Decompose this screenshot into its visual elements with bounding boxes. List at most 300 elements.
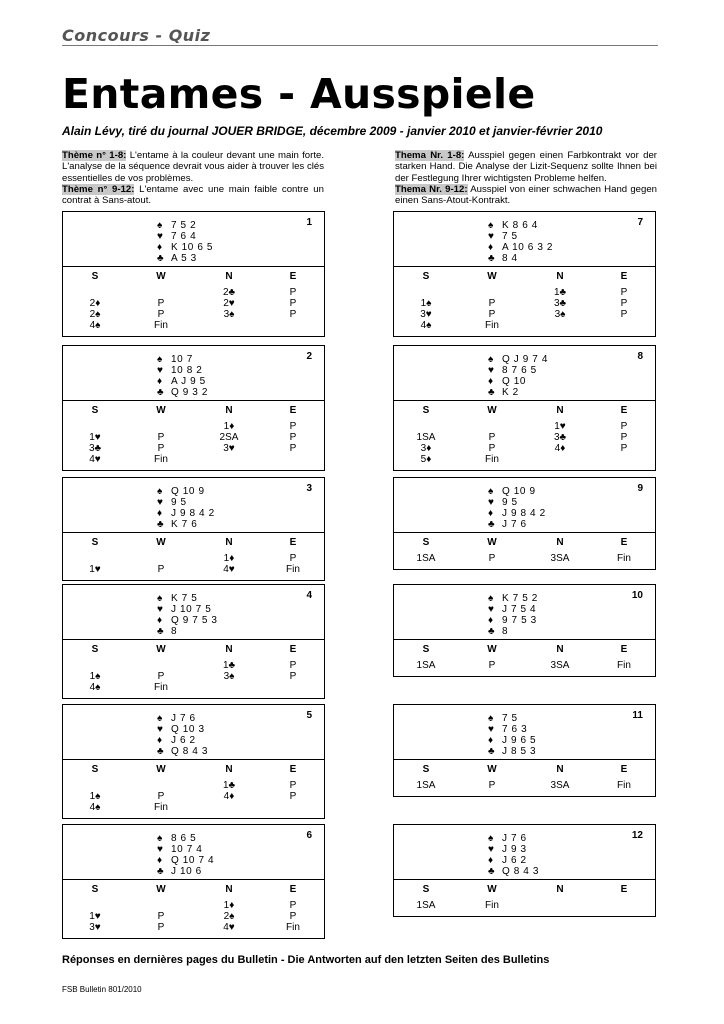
bid: 1SA (416, 780, 436, 791)
heart-icon: ♥ (157, 497, 163, 508)
seat-header: W (156, 764, 166, 775)
deal-number: 5 (306, 710, 312, 721)
heart-icon: ♥ (157, 365, 163, 376)
bid: 1♥ (89, 564, 101, 575)
bid: Fin (617, 780, 631, 791)
hand-diagram (394, 705, 655, 760)
bid: 1♦ (223, 553, 235, 564)
seat-header: N (556, 764, 564, 775)
bid: P (620, 287, 628, 298)
diamond-holding (488, 376, 526, 387)
diamond-icon: ♦ (157, 376, 163, 387)
cards: J 10 6 (171, 866, 202, 877)
seat-header: N (225, 764, 233, 775)
cards: Q J 9 7 4 (502, 354, 548, 365)
spade-icon: ♠ (157, 220, 163, 231)
bid: 3♣ (553, 432, 567, 443)
spade-holding (157, 354, 193, 365)
deal-number: 2 (306, 351, 312, 362)
heart-holding (157, 844, 202, 855)
club-holding (157, 387, 208, 398)
hand-diagram (63, 705, 324, 760)
heart-icon: ♥ (488, 724, 494, 735)
heart-holding (157, 604, 211, 615)
seat-header: E (620, 271, 628, 282)
cards: J 7 6 (171, 713, 196, 724)
cards: J 6 2 (502, 855, 527, 866)
bid: P (620, 298, 628, 309)
cards: Q 8 4 3 (171, 746, 208, 757)
bid: P (157, 564, 165, 575)
diamond-icon: ♦ (488, 508, 494, 519)
club-icon: ♣ (488, 866, 495, 877)
bid: P (289, 432, 297, 443)
seat-header: S (91, 405, 99, 416)
seat-header: E (289, 764, 297, 775)
bid: P (488, 298, 496, 309)
club-holding (157, 626, 177, 637)
seat-header: E (620, 644, 628, 655)
heart-holding (488, 231, 518, 242)
deal-number: 4 (306, 590, 312, 601)
deal-9 (393, 477, 656, 570)
club-holding (157, 866, 202, 877)
cards: 10 8 2 (171, 365, 203, 376)
section-header: Concours - Quiz (62, 26, 211, 45)
deal-number: 9 (637, 483, 643, 494)
heart-icon: ♥ (157, 231, 163, 242)
seat-header: E (289, 405, 297, 416)
theme-text: Ausspiel von einer schwachen Hand gegen einen Sans-Atout-Kontrakt. (395, 183, 658, 207)
cards: 9 5 (171, 497, 187, 508)
diamond-icon: ♦ (488, 376, 494, 387)
bid: Fin (286, 922, 300, 933)
cards: K 2 (502, 387, 519, 398)
bid: P (488, 443, 496, 454)
club-holding (488, 387, 519, 398)
bid: P (289, 553, 297, 564)
cards: 7 5 2 (171, 220, 197, 231)
cards: J 8 5 3 (502, 746, 537, 757)
seat-header: W (156, 405, 166, 416)
bid: P (488, 309, 496, 320)
club-holding (157, 519, 197, 530)
intro-german (395, 150, 657, 206)
bid: 1♥ (554, 421, 566, 432)
bid: 1♠ (89, 671, 101, 682)
diamond-holding (488, 735, 536, 746)
bid: 1SA (416, 553, 436, 564)
bid: P (157, 922, 165, 933)
page-subtitle: Alain Lévy, tiré du journal JOUER BRIDGE, décembre 2009 - janvier 2010 et janvier-février 2010 (62, 124, 603, 138)
bid: P (620, 432, 628, 443)
bid: 4♥ (89, 454, 101, 465)
theme-text: Ausspiel gegen einen Farbkontrakt vor der starken Hand. Die Analyse der Lizit-Sequenz sollte Ihnen bei der Festlegung Ihrer wichtigsten Probleme helfen. (395, 150, 657, 184)
cards: Q 10 7 4 (171, 855, 215, 866)
cards: J 7 6 (502, 833, 527, 844)
bid: 1♥ (89, 432, 101, 443)
seat-header: N (225, 644, 233, 655)
deal-8 (393, 345, 656, 471)
diamond-holding (157, 615, 218, 626)
club-icon: ♣ (488, 626, 495, 637)
seat-header: E (289, 884, 297, 895)
seat-header: E (620, 884, 628, 895)
bid: 4♠ (89, 682, 101, 693)
bid: Fin (617, 660, 631, 671)
heart-icon: ♥ (157, 724, 163, 735)
club-holding (488, 746, 536, 757)
bid: P (620, 421, 628, 432)
club-holding (488, 519, 527, 530)
bid: 3SA (550, 553, 570, 564)
club-icon: ♣ (157, 866, 164, 877)
bid: 1♣ (222, 780, 236, 791)
bid: 2♠ (223, 911, 235, 922)
bid: P (488, 553, 496, 564)
bid: 3♠ (554, 309, 566, 320)
bid: P (157, 911, 165, 922)
seat-header: W (156, 537, 166, 548)
club-icon: ♣ (488, 746, 495, 757)
page-title: Entames - Ausspiele (62, 70, 536, 118)
cards: A 5 3 (171, 253, 197, 264)
seat-header: W (487, 537, 497, 548)
deal-10 (393, 584, 656, 677)
bid: 4♠ (89, 802, 101, 813)
hand-diagram (63, 212, 324, 267)
bid: Fin (485, 454, 499, 465)
heart-icon: ♥ (157, 604, 163, 615)
spade-holding (157, 486, 205, 497)
bid: 3♠ (223, 309, 235, 320)
bid: 3♥ (223, 443, 235, 454)
deal-number: 11 (632, 710, 643, 721)
spade-holding (157, 713, 196, 724)
bid: P (157, 671, 165, 682)
cards: J 9 8 4 2 (171, 508, 215, 519)
seat-header: E (620, 764, 628, 775)
deal-11 (393, 704, 656, 797)
deal-number: 12 (631, 830, 643, 841)
deal-number: 6 (306, 830, 312, 841)
cards: Q 10 3 (171, 724, 205, 735)
seat-header: E (620, 405, 628, 416)
bid: P (289, 298, 297, 309)
club-holding (488, 626, 508, 637)
cards: Q 9 7 5 3 (171, 615, 218, 626)
bid: 4♦ (554, 443, 566, 454)
seat-header: S (422, 884, 430, 895)
cards: J 6 2 (171, 735, 196, 746)
heart-holding (157, 365, 202, 376)
diamond-icon: ♦ (488, 615, 494, 626)
diamond-holding (488, 615, 537, 626)
heart-holding (488, 844, 527, 855)
spade-icon: ♠ (157, 486, 163, 497)
bid: Fin (154, 454, 168, 465)
club-icon: ♣ (157, 519, 164, 530)
cards: A J 9 5 (171, 376, 206, 387)
theme-label: Thema Nr. 9-12: (395, 183, 468, 195)
bid: 2♦ (89, 298, 101, 309)
seat-header: N (225, 271, 233, 282)
seat-header: N (556, 537, 564, 548)
heart-icon: ♥ (157, 844, 163, 855)
club-icon: ♣ (157, 387, 164, 398)
hand-diagram (63, 825, 324, 880)
spade-icon: ♠ (488, 486, 494, 497)
bid: 4♠ (420, 320, 432, 331)
heart-icon: ♥ (488, 231, 494, 242)
seat-header: S (422, 271, 430, 282)
bid: 1♦ (223, 421, 235, 432)
bid: 3♣ (88, 443, 102, 454)
diamond-icon: ♦ (157, 615, 163, 626)
cards: 7 6 3 (502, 724, 528, 735)
bid: P (289, 911, 297, 922)
cards: 9 5 (502, 497, 518, 508)
theme-label: Thème n° 1-8: (62, 150, 127, 161)
seat-header: W (487, 644, 497, 655)
seat-header: W (487, 405, 497, 416)
diamond-holding (488, 508, 546, 519)
seat-header: S (91, 271, 99, 282)
bid: Fin (286, 564, 300, 575)
heart-icon: ♥ (488, 604, 494, 615)
bid: P (289, 443, 297, 454)
bid: P (289, 660, 297, 671)
seat-header: E (289, 271, 297, 282)
seat-header: N (556, 884, 564, 895)
cards: J 9 8 4 2 (502, 508, 546, 519)
cards: J 7 5 4 (502, 604, 537, 615)
bid: P (289, 671, 297, 682)
seat-header: W (487, 764, 497, 775)
cards: 8 4 (502, 253, 518, 264)
bid: P (289, 309, 297, 320)
club-icon: ♣ (157, 626, 164, 637)
bid: 3SA (550, 660, 570, 671)
cards: Q 10 (502, 376, 527, 387)
bid: P (289, 287, 297, 298)
deal-12 (393, 824, 656, 917)
bid: 3♠ (223, 671, 235, 682)
theme-text: L'entame à la couleur devant une main forte. L'analyse de la séquence devrait vous aider à trouver les clés essentielles de vos problèmes. (62, 150, 325, 184)
theme-label: Thema Nr. 1-8: (395, 150, 465, 161)
diamond-holding (157, 376, 206, 387)
hand-diagram (394, 585, 655, 640)
bid: 2♣ (222, 287, 236, 298)
bid: 3♥ (89, 922, 101, 933)
cards: 10 7 (171, 354, 193, 365)
cards: Q 10 9 (502, 486, 536, 497)
diamond-icon: ♦ (157, 508, 163, 519)
diamond-holding (488, 855, 527, 866)
spade-icon: ♠ (157, 593, 163, 604)
cards: K 8 6 4 (502, 220, 538, 231)
bid: P (620, 309, 628, 320)
deal-3 (62, 477, 325, 581)
bid: P (289, 900, 297, 911)
bid: 1SA (416, 900, 436, 911)
intro-french (62, 150, 324, 206)
deal-6 (62, 824, 325, 939)
bid: P (488, 780, 496, 791)
spade-icon: ♠ (157, 713, 163, 724)
bid: Fin (154, 320, 168, 331)
heart-holding (488, 497, 518, 508)
bid: 4♥ (223, 922, 235, 933)
spade-icon: ♠ (157, 833, 163, 844)
heart-icon: ♥ (488, 844, 494, 855)
seat-header: N (225, 537, 233, 548)
bid: 3SA (550, 780, 570, 791)
bid: 1♦ (223, 900, 235, 911)
hand-diagram (394, 346, 655, 401)
spade-holding (488, 833, 527, 844)
deal-number: 10 (631, 590, 643, 601)
seat-header: W (156, 884, 166, 895)
club-holding (157, 253, 197, 264)
heart-holding (157, 724, 205, 735)
diamond-icon: ♦ (488, 735, 494, 746)
club-holding (157, 746, 208, 757)
bid: P (289, 780, 297, 791)
heart-holding (157, 231, 196, 242)
seat-header: N (556, 644, 564, 655)
spade-icon: ♠ (488, 220, 494, 231)
cards: 7 5 (502, 713, 518, 724)
diamond-holding (157, 735, 196, 746)
cards: 7 6 4 (171, 231, 197, 242)
cards: A 10 6 3 2 (502, 242, 554, 253)
seat-header: S (422, 537, 430, 548)
diamond-icon: ♦ (157, 242, 163, 253)
deal-5 (62, 704, 325, 819)
bid: 4♦ (223, 791, 235, 802)
cards: J 7 6 (502, 519, 527, 530)
cards: 8 (171, 626, 178, 637)
seat-header: S (422, 405, 430, 416)
seat-header: N (556, 271, 564, 282)
deal-number: 7 (637, 217, 643, 228)
spade-holding (488, 593, 538, 604)
spade-holding (488, 354, 548, 365)
bid: 2♠ (89, 309, 101, 320)
hand-diagram (394, 478, 655, 533)
spade-holding (488, 220, 538, 231)
seat-header: S (91, 644, 99, 655)
cards: J 10 7 5 (171, 604, 212, 615)
spade-holding (157, 220, 196, 231)
diamond-icon: ♦ (157, 855, 163, 866)
bid: 5♦ (420, 454, 432, 465)
diamond-holding (157, 855, 214, 866)
bid: 1♣ (553, 287, 567, 298)
bid: Fin (617, 553, 631, 564)
cards: K 10 6 5 (171, 242, 214, 253)
club-icon: ♣ (488, 519, 495, 530)
theme-label: Thème n° 9-12: (62, 183, 135, 195)
spade-holding (157, 593, 197, 604)
cards: Q 9 3 2 (171, 387, 208, 398)
bid: 2♥ (223, 298, 235, 309)
bid: P (157, 298, 165, 309)
spade-icon: ♠ (488, 833, 494, 844)
answers-note: Réponses en dernières pages du Bulletin - Die Antworten auf den letzten Seiten des Bulletins (62, 954, 550, 966)
club-icon: ♣ (488, 253, 495, 264)
heart-holding (488, 365, 537, 376)
club-holding (488, 866, 539, 877)
bid: 3♦ (420, 443, 432, 454)
header-rule (62, 45, 658, 46)
hand-diagram (63, 585, 324, 640)
heart-holding (488, 604, 536, 615)
diamond-holding (488, 242, 553, 253)
cards: 8 6 5 (171, 833, 197, 844)
deal-7 (393, 211, 656, 337)
bid: 2SA (219, 432, 239, 443)
club-icon: ♣ (157, 746, 164, 757)
deal-number: 3 (306, 483, 312, 494)
diamond-holding (157, 508, 215, 519)
club-icon: ♣ (488, 387, 495, 398)
spade-icon: ♠ (488, 713, 494, 724)
heart-holding (157, 497, 187, 508)
cards: 8 (502, 626, 509, 637)
bid: P (157, 791, 165, 802)
diamond-icon: ♦ (488, 855, 494, 866)
seat-header: E (289, 537, 297, 548)
seat-header: S (422, 764, 430, 775)
bid: 1♠ (89, 791, 101, 802)
hand-diagram (63, 346, 324, 401)
spade-icon: ♠ (157, 354, 163, 365)
heart-holding (488, 724, 527, 735)
deal-4 (62, 584, 325, 699)
bid: 1SA (416, 432, 436, 443)
seat-header: W (156, 271, 166, 282)
club-icon: ♣ (157, 253, 164, 264)
bid: Fin (154, 802, 168, 813)
footer: FSB Bulletin 801/2010 (62, 985, 142, 994)
spade-holding (488, 486, 536, 497)
bid: P (488, 432, 496, 443)
deal-number: 8 (637, 351, 643, 362)
cards: 9 7 5 3 (502, 615, 537, 626)
seat-header: N (225, 405, 233, 416)
bid: P (289, 421, 297, 432)
bid: Fin (485, 900, 499, 911)
seat-header: W (487, 884, 497, 895)
diamond-holding (157, 242, 213, 253)
heart-icon: ♥ (488, 365, 494, 376)
seat-header: S (91, 884, 99, 895)
theme-text: L'entame avec une main faible contre un contrat à Sans-atout. (62, 183, 324, 207)
bid: P (620, 443, 628, 454)
diamond-icon: ♦ (488, 242, 494, 253)
bid: P (157, 309, 165, 320)
bid: Fin (154, 682, 168, 693)
spade-icon: ♠ (488, 593, 494, 604)
seat-header: W (156, 644, 166, 655)
spade-icon: ♠ (488, 354, 494, 365)
bid: 4♠ (89, 320, 101, 331)
cards: K 7 5 (171, 593, 198, 604)
bid: P (488, 660, 496, 671)
seat-header: S (422, 644, 430, 655)
